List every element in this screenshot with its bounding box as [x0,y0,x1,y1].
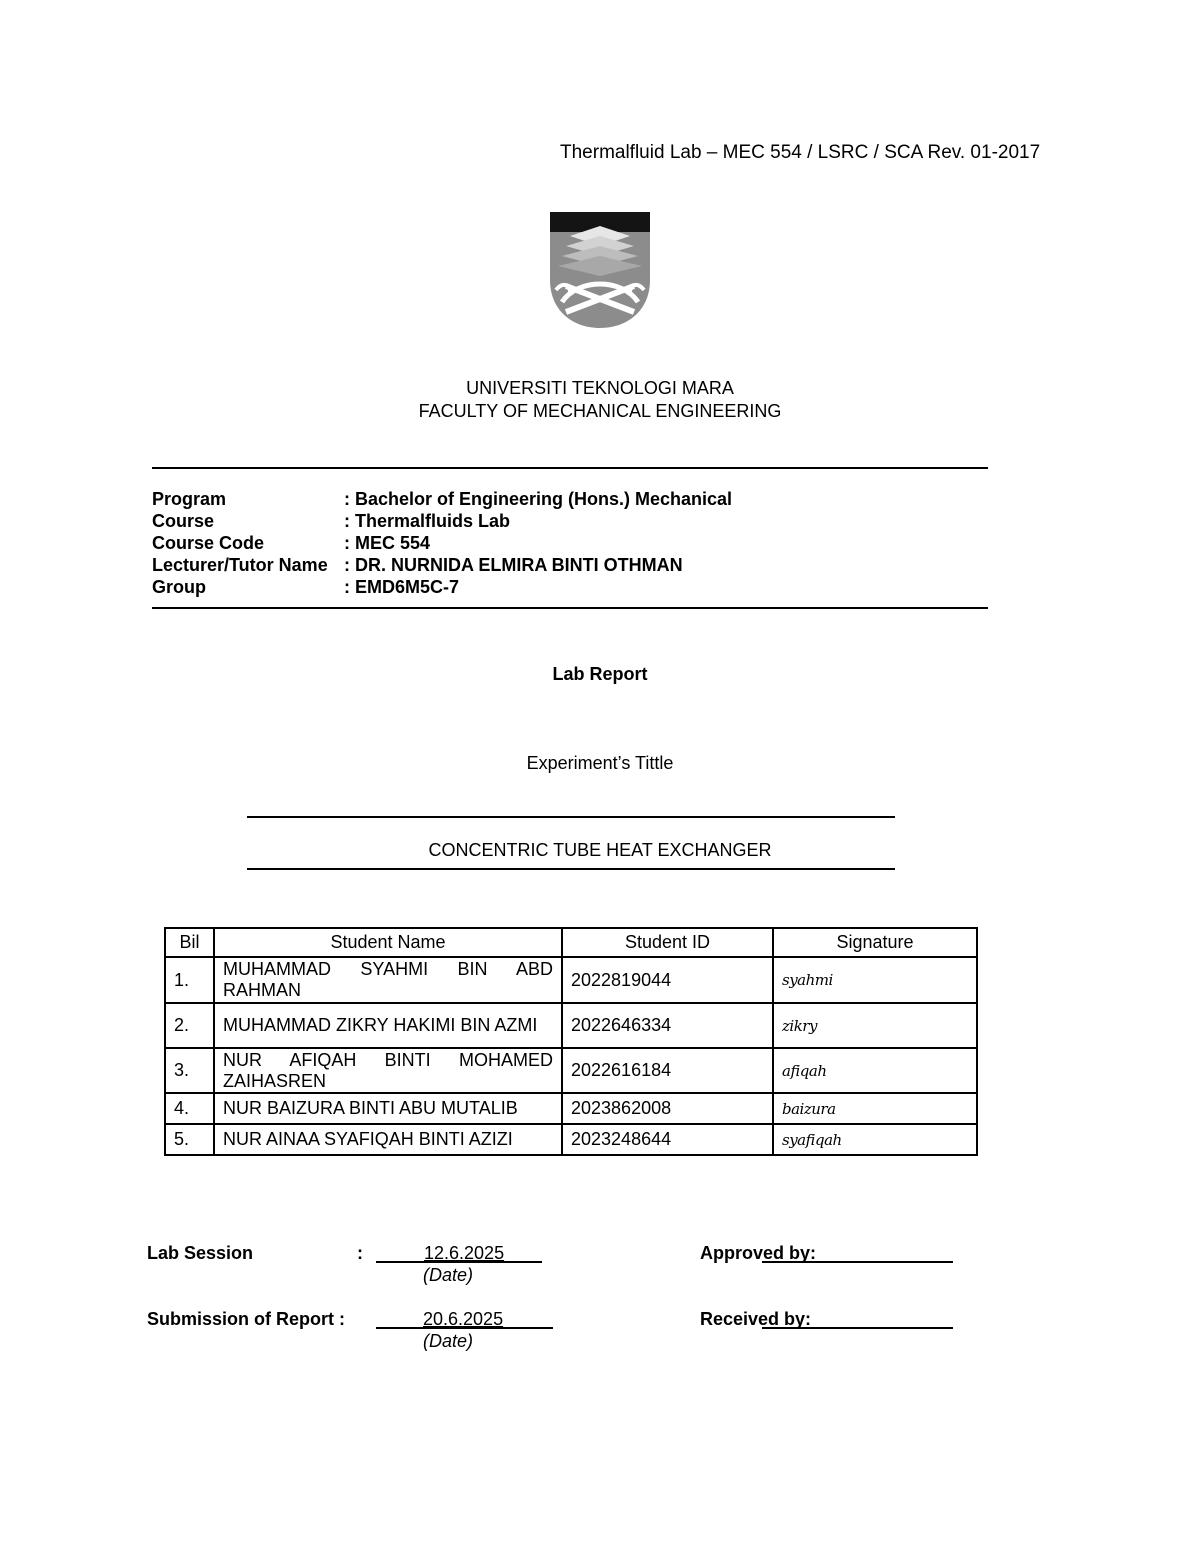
title-rule-top [247,816,895,818]
table-header-row [165,928,977,957]
approved-by-line [762,1261,953,1263]
signature-image: baizura [773,1093,977,1124]
members-table [164,927,978,1156]
submission-date-note: (Date) [423,1331,474,1351]
lab-session-date-note: (Date) [423,1265,474,1285]
info-row-program [152,488,732,510]
info-value: : Thermalfluids Lab [344,511,511,531]
university-name: UNIVERSITI TEKNOLOGI MARA [466,378,734,398]
cell-student-id: 2023248644 [562,1124,773,1155]
col-header-signature: Signature [773,928,977,957]
col-header-bil: Bil [165,928,214,957]
cell-student-name: NUR BAIZURA BINTI ABU MUTALIB [214,1093,562,1124]
submission-date: 20.6.2025 [423,1309,504,1329]
cell-bil: 4. [165,1093,214,1124]
approved-by-label: Approved by: [700,1243,817,1263]
cell-student-name: MUHAMMAD SYAHMI BIN ABD RAHMAN [214,957,562,1003]
info-value: : EMD6M5C-7 [344,577,460,597]
cell-student-id: 2023862008 [562,1093,773,1124]
info-label: Program [152,489,227,509]
cell-student-name: NUR AFIQAH BINTI MOHAMED ZAIHASREN [214,1048,562,1093]
signature-image: syahmi [773,957,977,1003]
cell-student-id: 2022616184 [562,1048,773,1093]
table-row [165,1093,977,1124]
experiment-title: CONCENTRIC TUBE HEAT EXCHANGER [428,840,772,860]
info-row-course-code [152,532,732,554]
title-rule-bottom [247,868,895,870]
divider-bottom [152,607,988,609]
cell-bil: 5. [165,1124,214,1155]
signature-image: syafiqah [773,1124,977,1155]
divider-top [152,467,988,469]
received-by-line [762,1327,953,1329]
table-row [165,1048,977,1093]
info-label: Course [152,511,215,531]
cell-bil: 2. [165,1003,214,1048]
info-row-lecturer [152,554,732,576]
cell-student-name: NUR AINAA SYAFIQAH BINTI AZIZI [214,1124,562,1155]
info-label: Course Code [152,533,265,553]
lab-session-label: Lab Session [147,1243,254,1263]
signature-image: afiqah [773,1048,977,1093]
col-header-id: Student ID [562,928,773,957]
info-label: Group [152,577,206,597]
report-heading: Lab Report [552,664,648,684]
lab-session-date: 12.6.2025 [424,1243,505,1263]
experiment-title-label: Experiment’s Tittle [526,753,674,773]
received-by-label: Received by: [700,1309,812,1329]
lab-session-colon: : [357,1243,363,1263]
document-reference: Thermalfluid Lab – MEC 554 / LSRC / SCA Rev. 01-2017 [560,142,1041,163]
signature-image: zikry [773,1003,977,1048]
table-row [165,1124,977,1155]
faculty-name: FACULTY OF MECHANICAL ENGINEERING [418,401,782,421]
table-row [165,1003,977,1048]
info-value: : MEC 554 [344,533,431,553]
col-header-name: Student Name [214,928,562,957]
table-row [165,957,977,1003]
course-info [152,488,732,598]
info-label: Lecturer/Tutor Name [152,555,328,575]
university-logo [548,210,652,330]
cell-bil: 3. [165,1048,214,1093]
cell-student-name: MUHAMMAD ZIKRY HAKIMI BIN AZMI [214,1003,562,1048]
info-row-course [152,510,732,532]
cell-student-id: 2022819044 [562,957,773,1003]
info-value: : Bachelor of Engineering (Hons.) Mechanical [344,489,733,509]
submission-label: Submission of Report : [147,1309,345,1329]
cell-bil: 1. [165,957,214,1003]
info-value: : DR. NURNIDA ELMIRA BINTI OTHMAN [344,555,683,575]
cell-student-id: 2022646334 [562,1003,773,1048]
info-row-group [152,576,732,598]
